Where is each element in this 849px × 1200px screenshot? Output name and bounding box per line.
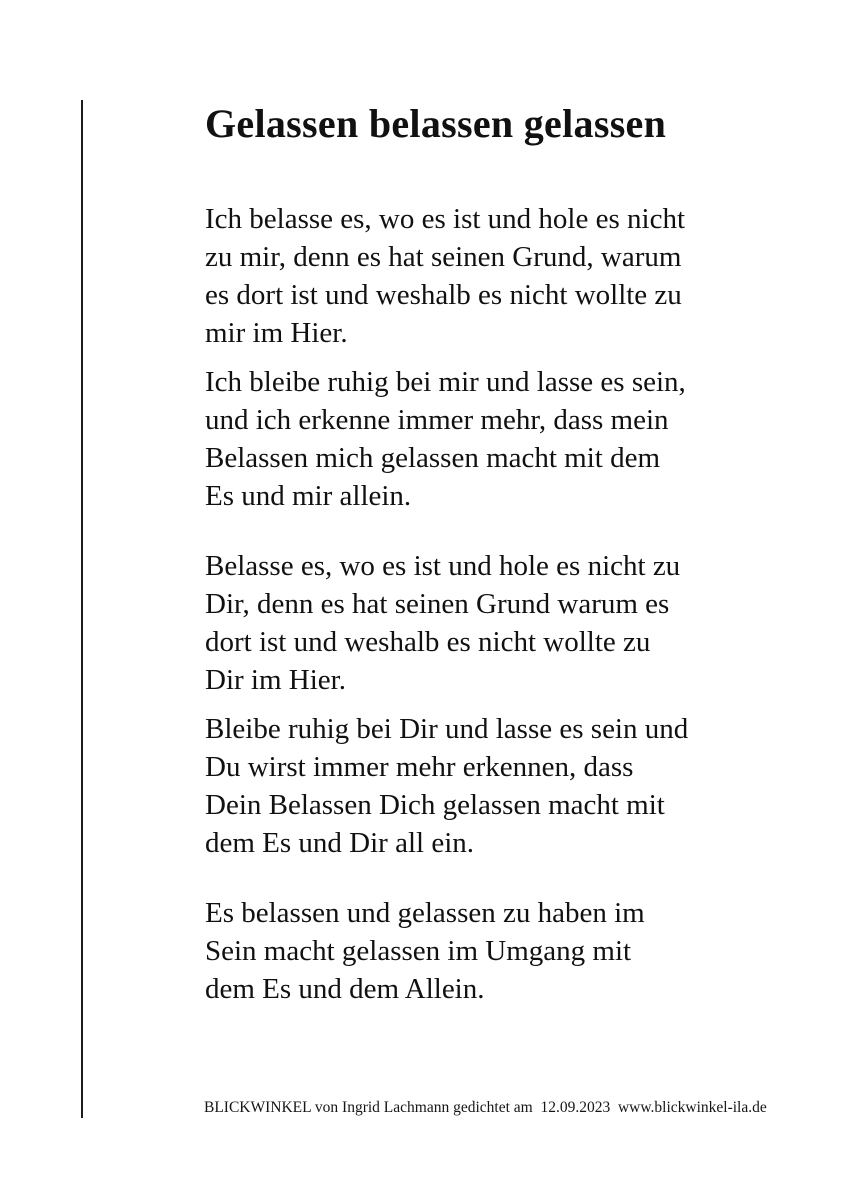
poem-line: Bleibe ruhig bei Dir und lasse es sein und xyxy=(205,713,689,745)
poem-line: Es belassen und gelassen zu haben im xyxy=(205,897,645,929)
poem-line: zu mir, denn es hat seinen Grund, warum xyxy=(205,241,682,273)
poem-line: Ich belasse es, wo es ist und hole es nicht xyxy=(205,203,686,235)
poem-paragraph xyxy=(205,894,785,1008)
poem-paragraph xyxy=(205,710,785,862)
poem-content xyxy=(205,100,785,1019)
poem-line: Ich bleibe ruhig bei mir und lasse es sein, xyxy=(205,366,686,398)
poem-paragraph xyxy=(205,363,785,515)
poem-line: Sein macht gelassen im Umgang mit xyxy=(205,935,632,967)
poem-line: Belasse es, wo es ist und hole es nicht zu xyxy=(205,550,681,582)
poem-line: Dein Belassen Dich gelassen macht mit xyxy=(205,789,665,821)
poem-line: dort ist und weshalb es nicht wollte zu xyxy=(205,626,651,658)
poem-paragraph xyxy=(205,547,785,699)
left-margin-rule xyxy=(81,100,83,1118)
poem-title: Gelassen belassen gelassen xyxy=(205,101,667,146)
poem-line: Es und mir allein. xyxy=(205,480,412,512)
poem-line: und ich erkenne immer mehr, dass mein xyxy=(205,404,669,436)
poem-paragraph xyxy=(205,200,785,352)
poem-line: es dort ist und weshalb es nicht wollte zu xyxy=(205,279,682,311)
poem-line: dem Es und dem Allein. xyxy=(205,973,485,1005)
poem-line: Du wirst immer mehr erkennen, dass xyxy=(205,751,634,783)
poem-line: mir im Hier. xyxy=(205,317,348,349)
poem-line: Belassen mich gelassen macht mit dem xyxy=(205,442,661,474)
footer-credit-line: BLICKWINKEL von Ingrid Lachmann gedichtet am 12.09.2023 www.blickwinkel-ila.de xyxy=(204,1099,767,1116)
poem-line: dem Es und Dir all ein. xyxy=(205,827,475,859)
poem-line: Dir, denn es hat seinen Grund warum es xyxy=(205,588,670,620)
poem-line: Dir im Hier. xyxy=(205,664,346,696)
poem-body xyxy=(205,200,785,1008)
